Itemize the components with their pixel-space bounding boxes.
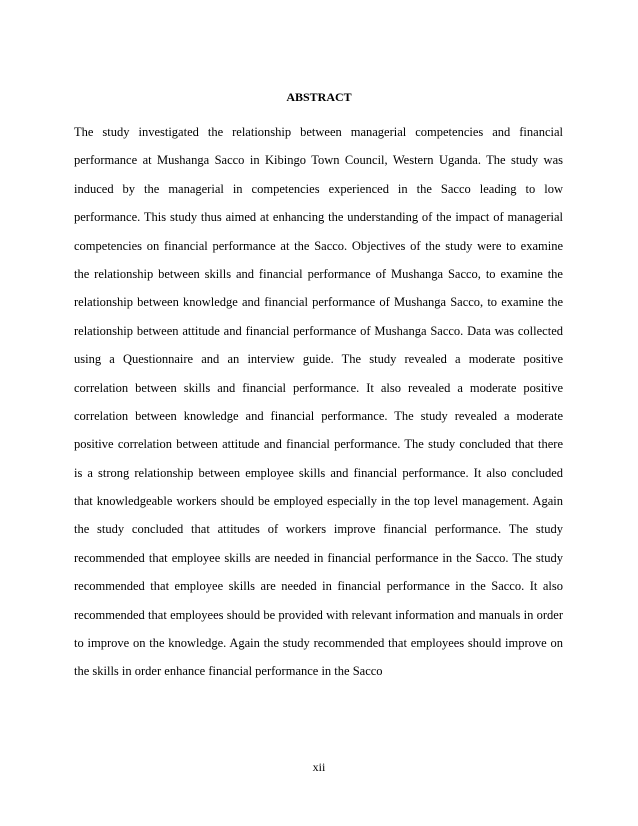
abstract-line: performance. This study thus aimed at enhancing the understanding of the impact of managerial — [74, 210, 563, 225]
abstract-line: relationship between knowledge and financial performance of Mushanga Sacco, to examine the — [74, 295, 563, 310]
abstract-line-last: the skills in order enhance financial performance in the Sacco — [74, 664, 383, 679]
abstract-line: correlation between skills and financial performance. It also revealed a moderate positive — [74, 380, 563, 395]
abstract-line: recommended that employee skills are needed in financial performance in the Sacco. It also — [74, 579, 563, 594]
abstract-line: the study concluded that attitudes of workers improve financial performance. The study — [74, 522, 563, 537]
abstract-line: the relationship between skills and financial performance of Mushanga Sacco, to examine the — [74, 266, 563, 281]
abstract-line: competencies on financial performance at the Sacco. Objectives of the study were to examine — [74, 238, 563, 253]
abstract-line: that knowledgeable workers should be employed especially in the top level management. Again — [74, 494, 563, 509]
abstract-line: induced by the managerial in competencies experienced in the Sacco leading to low — [74, 181, 563, 196]
abstract-line: relationship between attitude and financial performance of Mushanga Sacco. Data was collected — [74, 323, 563, 338]
abstract-line: recommended that employees should be provided with relevant information and manuals in order — [74, 607, 563, 622]
abstract-line: The study investigated the relationship between managerial competencies and financial — [74, 125, 563, 139]
abstract-line: is a strong relationship between employee skills and financial performance. It also concluded — [74, 465, 563, 480]
abstract-line: using a Questionnaire and an interview guide. The study revealed a moderate positive — [74, 352, 563, 367]
abstract-body — [74, 118, 563, 686]
page-number: xii — [312, 760, 326, 774]
abstract-line: to improve on the knowledge. Again the study recommended that employees should improve on — [74, 636, 563, 651]
abstract-heading: ABSTRACT — [286, 90, 352, 104]
abstract-line: positive correlation between attitude and financial performance. The study concluded that there — [74, 437, 563, 452]
abstract-line: recommended that employee skills are needed in financial performance in the Sacco. The study — [74, 550, 563, 565]
abstract-line: performance at Mushanga Sacco in Kibingo Town Council, Western Uganda. The study was — [74, 153, 563, 168]
abstract-line: correlation between knowledge and financial performance. The study revealed a moderate — [74, 408, 563, 423]
